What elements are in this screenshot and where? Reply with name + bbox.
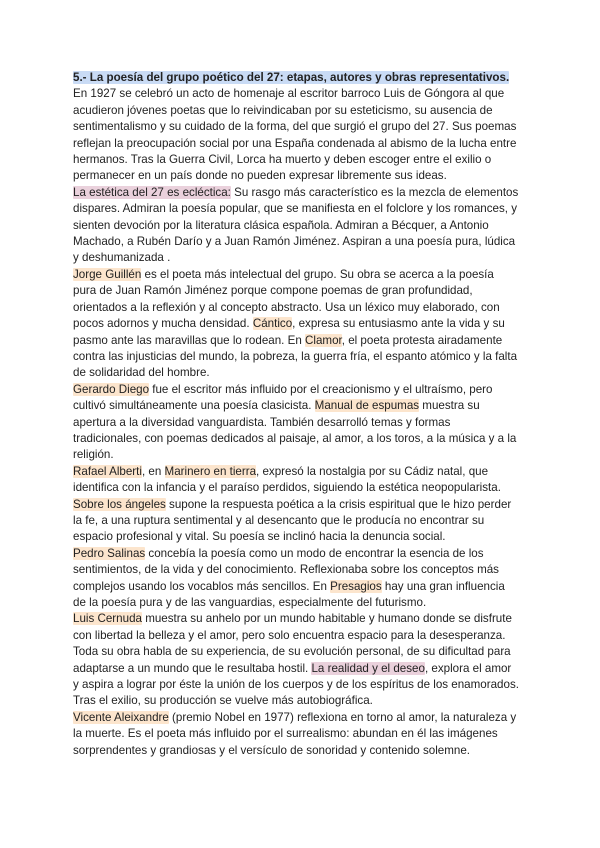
guillen-text-1: es el poeta más intelectual del grupo. Su obra se acerca a la poesía pura de Juan Ramón Jiménez porque compone poemas de gran profundidad, orientados a la reflexión y al concepto abstracto. Usa un léxico muy elaborado, con pocos adornos y mucha densidad. — [73, 267, 500, 331]
work-title-clamor: Clamor — [305, 333, 342, 347]
author-name-guillen: Jorge Guillén — [73, 267, 142, 281]
salinas-paragraph — [73, 546, 520, 612]
guillen-paragraph — [73, 267, 520, 382]
aleixandre-text-1: (premio Nobel en 1977) reflexiona en torno al amor, la naturaleza y la muerte. Es el poeta más influido por el surrealismo: abundan en él las imágenes sorprendentes y grandiosas y el versículo de sonoridad y contenido solemne. — [73, 710, 517, 757]
author-name-salinas: Pedro Salinas — [73, 546, 146, 560]
diego-text-1: fue el escritor más influido por el creacionismo y el ultraísmo, pero cultivó simultáneamente una poesía clasicista. — [73, 382, 493, 413]
author-name-diego: Gerardo Diego — [73, 382, 150, 396]
salinas-text-2: hay una gran influencia de la poesía pura y de las vanguardias, especialmente del futurismo. — [73, 579, 505, 609]
section-title: 5.- La poesía del grupo poético del 27: etapas, autores y obras representativos. — [73, 71, 510, 84]
alberti-text-1: , en — [141, 464, 165, 478]
cernuda-text-2: , explora el amor y aspira a lograr por éste la unión de los cuerpos y de los espíritus de los enamorados. Tras el exilio, su producción se vuelve más autobiográfica. — [73, 661, 519, 708]
aleixandre-paragraph — [73, 710, 520, 759]
guillen-text-2: , expresa su entusiasmo ante la vida y su pasmo ante las maravillas que lo rodean. En — [73, 317, 505, 347]
estetica-label: La estética del 27 es ecléctica: — [73, 185, 231, 199]
alberti-text-2: , expresó la nostalgia por su Cádiz natal, que identifica con la infancia y el paraíso perdidos, siguiendo la estética neopopularista. — [73, 464, 501, 495]
work-title-presagios: Presagios — [330, 579, 382, 593]
document-body — [73, 70, 520, 759]
work-title-cantico: Cántico — [252, 317, 293, 331]
intro-text: En 1927 se celebró un acto de homenaje al escritor barroco Luis de Góngora al que acudieron jóvenes poetas que lo reivindicaban por su esteticismo, su ausencia de sentimentalismo y su cuidado de la forma, del que surgió el grupo del 27. Sus poemas reflejan la preocupación social por una España condenada al abismo de la lucha entre hermanos. Tras la Guerra Civil, Lorca ha muerto y deben escoger entre el exilio o permanecer en un país donde no pueden expresar libremente sus ideas. — [73, 87, 517, 183]
diego-text-2: muestra su apertura a la diversidad vanguardista. También desarrolló temas y formas tradicionales, con poemas dedicados al paisaje, al amor, a los toros, a la música y a la religión. — [73, 399, 517, 462]
work-title-marinero-en-tierra: Marinero en tierra — [164, 464, 257, 478]
alberti-paragraph — [73, 464, 520, 546]
cernuda-text-1: muestra su anhelo por un mundo habitable y humano donde se disfrute con libertad la belleza y el amor, pero solo encuentra espacio para la desesperanza. Toda su obra habla de su experiencia, de su evolución personal, de su dificultad para adaptarse a un mundo que le resultaba hostil. — [73, 612, 512, 675]
work-title-manual-de-espumas: Manual de espumas — [314, 399, 420, 413]
estetica-paragraph — [73, 185, 520, 267]
salinas-text-1: concebía la poesía como un modo de encontrar la esencia de los sentimientos, de la vida y del conocimiento. Reflexionaba sobre los conceptos más complejos usando los vocablos más sencillos. En — [73, 546, 499, 593]
author-name-aleixandre: Vicente Aleixandre — [73, 710, 169, 724]
work-title-la-realidad-y-el-deseo: La realidad y el deseo — [311, 661, 425, 675]
cernuda-paragraph — [73, 611, 520, 709]
author-name-cernuda: Luis Cernuda — [73, 612, 142, 626]
alberti-text-3: supone la respuesta poética a la crisis espiritual que le hizo perder la fe, a una ruptura sentimental y al desencanto que le producía no encontrar su espacio profesional y vital. Su poesía se inclinó hacia la denuncia social. — [73, 497, 512, 544]
work-title-sobre-los-angeles: Sobre los ángeles — [73, 497, 166, 511]
author-name-alberti: Rafael Alberti — [73, 464, 142, 478]
estetica-text: Su rasgo más característico es la mezcla de elementos dispares. Admiran la poesía popular, que se manifiesta en el folclore y los romances, y sienten devoción por la literatura clásica española. Admiran a Bécquer, a Antonio Machado, a Rubén Darío y a Juan Ramón Jiménez. Aspiran a una poesía pura, lúdica y deshumanizada . — [73, 185, 519, 265]
guillen-text-3: , el poeta protesta airadamente contra las injusticias del mundo, la pobreza, la guerra fría, el espanto atómico y la falta de solidaridad del hombre. — [73, 333, 518, 380]
intro-paragraph — [73, 70, 520, 185]
diego-paragraph — [73, 382, 520, 464]
